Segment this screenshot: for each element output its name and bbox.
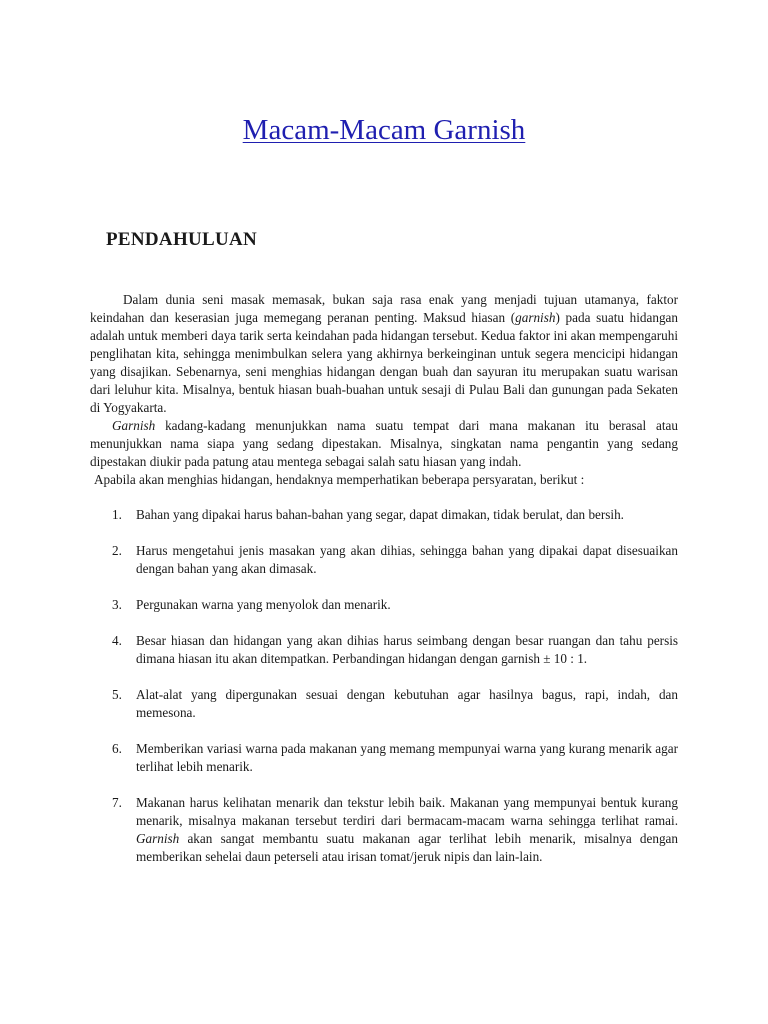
list-item-text: Besar hiasan dan hidangan yang akan dihias harus seimbang dengan besar ruangan dan tahu persis dimana hiasan itu akan ditempatkan. Perbandingan hidangan dengan garnish ± 10 : 1. xyxy=(136,633,678,666)
list-item xyxy=(90,632,678,668)
intro-section xyxy=(90,291,678,489)
list-item-number: 7. xyxy=(112,795,122,810)
list-item-text: Pergunakan warna yang menyolok dan menarik. xyxy=(136,597,391,612)
list-item-text: Harus mengetahui jenis masakan yang akan dihias, sehingga bahan yang dipakai dapat disesuaikan dengan bahan yang akan dimasak. xyxy=(136,543,678,576)
list-item-text-b: akan sangat membantu suatu makanan agar terlihat lebih menarik, misalnya dengan memberikan sehelai daun peterseli atau irisan tomat/jeruk nipis dan lain-lain. xyxy=(136,831,678,864)
intro-p2-italic: Garnish xyxy=(112,418,156,433)
intro-p1-text: Dalam dunia seni masak memasak, bukan saja rasa enak yang menjadi tujuan utamanya, faktor keindahan dan keserasian juga memegang peranan penting. Maksud hiasan ( xyxy=(90,292,678,325)
intro-p1-italic: garnish xyxy=(515,310,556,325)
section-heading: PENDAHULUAN xyxy=(106,229,258,250)
list-item-number: 2. xyxy=(112,543,122,558)
requirements-list xyxy=(90,506,678,884)
list-item xyxy=(90,686,678,722)
list-item-text: Bahan yang dipakai harus bahan-bahan yang segar, dapat dimakan, tidak berulat, dan bersih. xyxy=(136,507,624,522)
list-item xyxy=(90,740,678,776)
list-item-number: 5. xyxy=(112,687,122,702)
list-item-number: 3. xyxy=(112,597,122,612)
list-item-text: Alat-alat yang dipergunakan sesuai dengan kebutuhan agar hasilnya bagus, rapi, indah, dan memesona. xyxy=(136,687,678,720)
list-item-number: 6. xyxy=(112,741,122,756)
list-item xyxy=(90,794,678,866)
list-item-text: Memberikan variasi warna pada makanan yang memang mempunyai warna yang kurang menarik agar terlihat lebih menarik. xyxy=(136,741,678,774)
list-item xyxy=(90,596,678,614)
intro-paragraph-3: Apabila akan menghias hidangan, hendaknya memperhatikan beberapa persyaratan, berikut : xyxy=(94,472,585,487)
list-item-italic: Garnish xyxy=(136,831,180,846)
page-title[interactable]: Macam-Macam Garnish xyxy=(242,114,526,146)
intro-paragraph-2 xyxy=(90,417,678,471)
list-item xyxy=(90,542,678,578)
list-item-number: 4. xyxy=(112,633,122,648)
intro-p2-text: kadang-kadang menunjukkan nama suatu tempat dari mana makanan itu berasal atau menunjukkan nama siapa yang sedang dipestakan. Misalnya, singkatan nama pengantin yang sedang dipestakan diukir pada patung atau mentega sebagai salah satu hiasan yang indah. xyxy=(90,418,678,469)
intro-paragraph-1 xyxy=(90,291,678,417)
list-item xyxy=(90,506,678,524)
list-item-number: 1. xyxy=(112,507,122,522)
intro-p1-end: ) pada suatu hidangan adalah untuk memberi daya tarik serta keindahan pada hidangan tersebut. Kedua faktor ini akan mempengaruhi penglihatan kita, sehingga menimbulkan selera yang akhirnya berkeinginan untuk segera mencicipi hidangan yang disajikan. Sebenarnya, seni menghias hidangan dengan buah dan sayuran itu merupakan suatu warisan dari leluhur kita. Misalnya, bentuk hiasan buah-buahan untuk sesaji di Pulau Bali dan gunungan pada Sekaten di Yogyakarta. xyxy=(90,310,679,415)
list-item-text-a: Makanan harus kelihatan menarik dan tekstur lebih baik. Makanan yang mempunyai bentuk kurang menarik, misalnya makanan tersebut terdiri dari bermacam-macam warna sehingga terlihat ramai. xyxy=(136,795,678,828)
